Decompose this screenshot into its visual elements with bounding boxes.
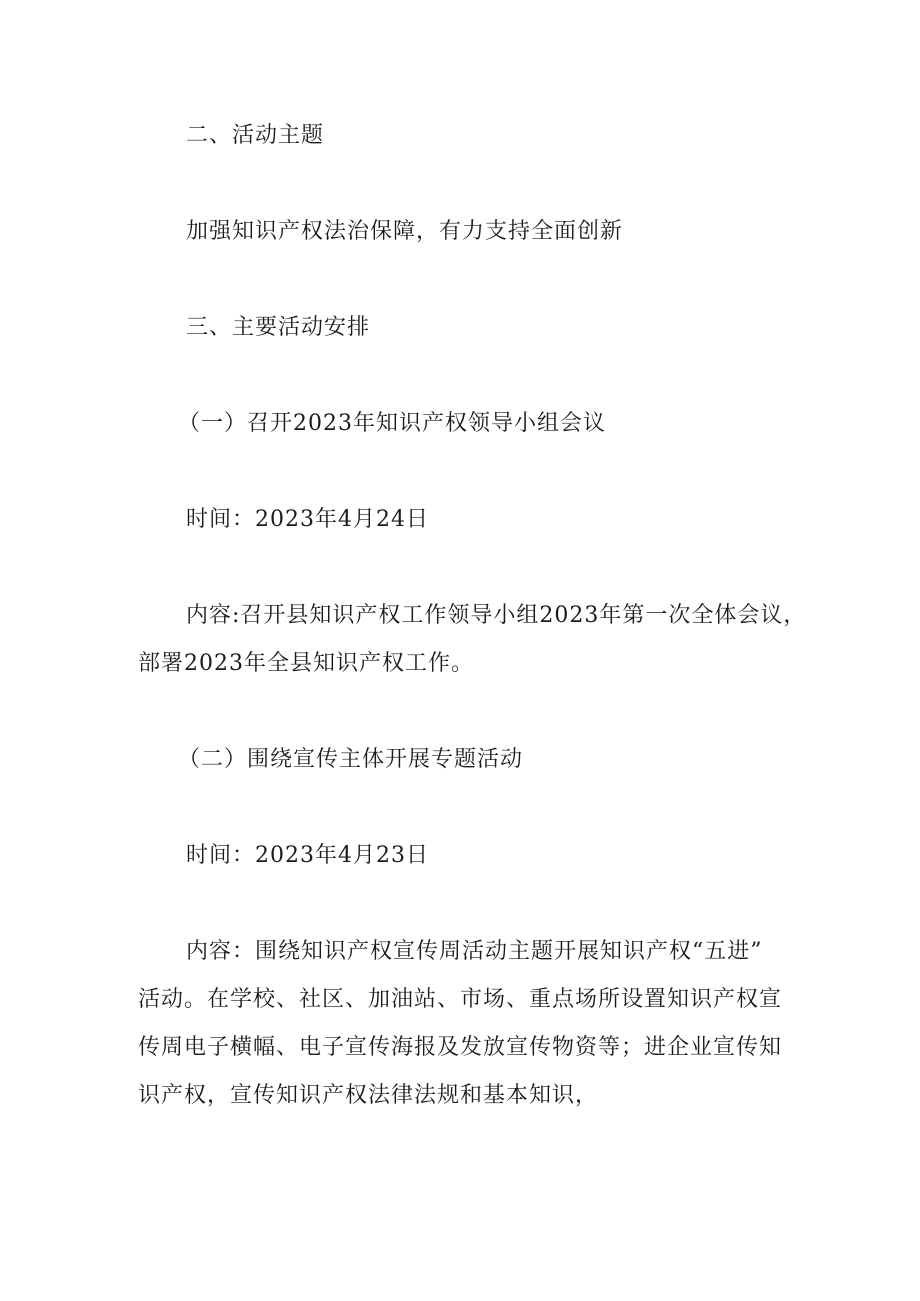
section-two-heading: 二、活动主题 [186,123,325,148]
item-two-heading: （二）围绕宣传主体开展专题活动 [178,747,524,772]
item-two-time: 时间：2023年4月23日 [186,843,429,868]
item-one-heading: （一）召开2023年知识产权领导小组会议 [178,411,606,436]
item-one-content-line: 部署2023年全县知识产权工作。 [138,651,474,676]
item-two-content-line: 内容：围绕知识产权宣传周活动主题开展知识产权“五进” [186,939,763,964]
theme-text: 加强知识产权法治保障，有力支持全面创新 [186,219,624,244]
item-two-content-line: 活动。在学校、社区、加油站、市场、重点场所设置知识产权宣 [138,987,783,1012]
item-one-time: 时间：2023年4月24日 [186,507,429,532]
section-three-heading: 三、主要活动安排 [186,315,371,340]
item-one-content-line: 内容:召开县知识产权工作领导小组2023年第一次全体会议， [186,603,807,628]
item-two-content-line: 识产权，宣传知识产权法律法规和基本知识， [138,1083,599,1108]
item-two-content-line: 传周电子横幅、电子宣传海报及发放宣传物资等；进企业宣传知 [138,1035,783,1060]
